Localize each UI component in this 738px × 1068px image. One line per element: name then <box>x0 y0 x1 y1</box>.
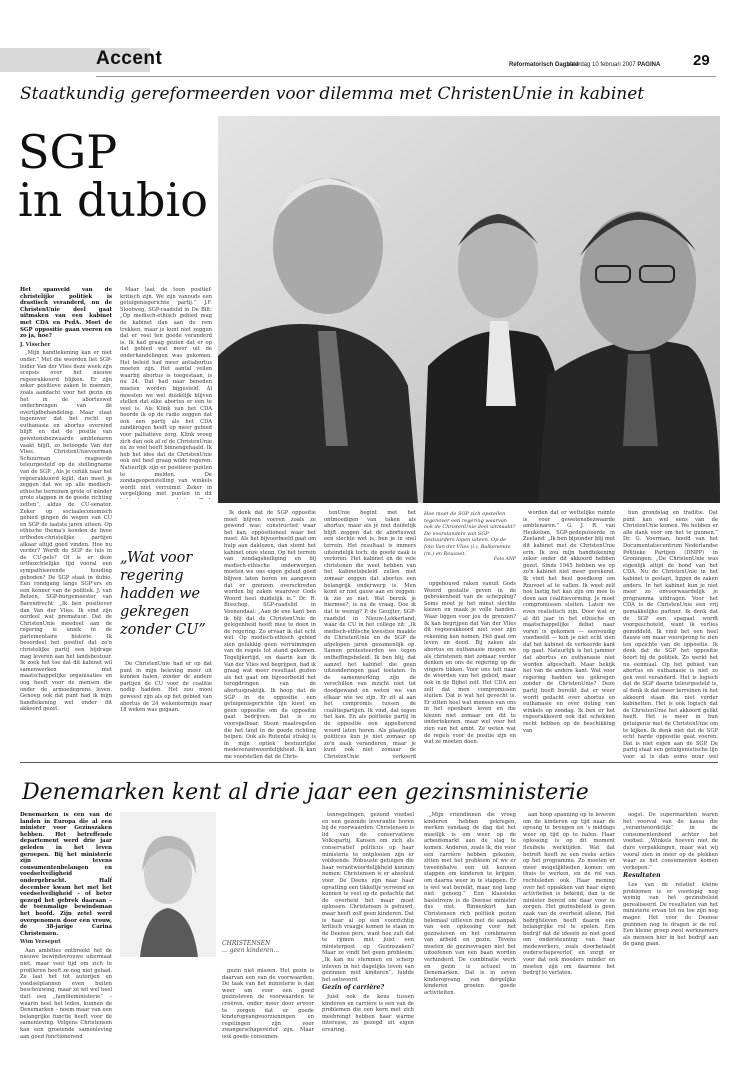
article2-col-c-text: gezin niet missen. Het gezin is daarvan een van de voorwaarden. De taak van het ministerie is dan weer om voor een goed gezinsleven de voorwaarden te creëren, onder meer door ervoor te zorgen dat er goede kinderopvangvoorzieningen en regelingen zijn voor zwangerschapsverlof zijn. Maar ook goede consumen- <box>222 968 314 1040</box>
article2-photo-caption <box>222 940 314 954</box>
article1-col-f-text: worden dat er wettelijke ruimte is voor gewetensbezwaarde ambtenaren.” G. J. R. van Heukelom, SGP-gedeputeerde in Zeeland: „Ik ben bijzonder blij met dit kabinet met de ChristenUnie erin. Ik zou mijn handtekening zeker onder dit akkoord hebben gezet. Sinds 1945 hebben we op zo'n kabinet niet meer gerekend. Ik vind het heel goedkoop om Rouvoet af te vallen. Ik weet zelf hoe lastig het kan zijn om mee te doen aan coalitievorming. Je moet compromissen sluiten. Laten we even realistisch zijn. Door wat er al dit jaar in het ethische en maatschappelijke debat naar voren is gekomen — eenvoudig voorbeeld — kun je niet echt zien dat het kabinet de verkeerde kant op gaat. Natuurlijk is het jammer dat abortus en euthanasie niet worden afgeschaft. Maar bekijk het van de andere kant. Wat voor regering hadden we gekregen zonder de ChristenUnie? Deze partij heeft bereikt dat er weer wordt gedacht over abortus en euthanasie en over doting van winkels op zondag. Ik ben er het regeerakkoord ook dat schokken recht hebben op de beschikking van <box>523 510 615 734</box>
article1-col-b-text: Maar laat de toon positief-kritisch zijn. We zijn vanouds een getuigenisgerichte partij.” J.F. Slootweg, SGP-raadslid in De Bilt: „Op medisch-ethisch gebied mag de kabinet dan aan de rem trekken, maar je kunt niet zeggen dat er veel ten goede veranderd is. Ik had graag gezien dat er op dat gebied wat meer uit de onderhandelingen was gekomen. Het beleid had meer antiabortus moeten zijn. Het aantal veilen waarbij abortus is toegestaan, is nu 24. Dat had naar beneden moeten worden bijgesteld. Al moesten we wel duidelijk blijven stellen dat elke abortus er een te veel is. Als Klink van het CDA hoorde ik op de radio zeggen dat ook een partij als het CDA zandkrogen heeft op meer gebied voor palliatieve zorg. Klink vroeg zich dan ook af of de ChristenUnie nu zo veel heeft binnengehaald. Ik heb het idee dat de ChristenUnie ook wel heel graag wilde regeren. Natuurlijk zijn er positieve punten te melden. De zondagsopenstelling van winkels wordt niet verruimd. Zeker in vergelijking met punten in dit <box>120 287 212 498</box>
newspaper-brand: Reformatorisch Dagblad <box>509 62 579 68</box>
article2-col-e-text: „Mijn vriendinnen die vroeg kinderen hebben gekregen, merken vandaag de dag dat het moeilijk is om weer op de arbeidsmarkt aan de slag te komen. Anderen, zoals ik, die voor een carrière hebben gekozen, zitten met het probleem of we er tweeënhalve een uit kunnen stappen om kinderen te krijgen, om daarna weer in te stappen. Er is wel wat bereikt, maar nog lang niet genoeg.” Een klassieke basistrouw is de Deense minister dus niet. Binnenkort kan Christensen rich politiek gezien helemaal uitleven met de aanpak van een oplossing voor het gezinsleven en het combineren van arbeid en gezin. Tevens moeten de gezinsvragen niet het uitoefenen van een baan worden verhinderd. De combinatie werk en gezin is actueel in Denemarken. Dat is in zeven kinderopvang van dergelijke kinderen groeien goede activiteiten. <box>424 812 516 997</box>
article1-col-d-text: tenUnie begint met het ontmoedigen van taken als abortus, maar als je niet duidelijk blijft zeggen dat de abortuswet een slechte wet is, ben je in snel terrein. Het resultaat is immers uiteindelijk toch: de goede zaak is verloren. Het kabinet en de vele christenen die weet hebben van het kabinetsbeleid zullen niet zomaar zeggen dat abortus een belangrijk onderwerp is. Men komt er niet gauw aan en zeggen: ik zie ze niet. Wat bereik je hiermee?, is nu de vraag. Doe ik dat te weinig? P. de Geuijter, SGP-raadslid in Nieuw-Lekkerland, waar de CU in het college zit: „Ik medisch-ethische kwesties maakte de ChristenUnie en de SGP de afgelopen jaren gezamenlijk op. Samen protesteerden we tegen ontheffingsbeleid. Ik ben blij, dat aanzet het kabinet die geen uitzonderingen gaat toelaten. In de samenwerking zijn de verschillen van inzicht niet tot doodgewand en weten we van elkaar wie we zijn. Er zit al aan het compromis tussen de coalitiepartijen. Ik vind, dat tegen het kan. En als politieke partij in de oppositie een appellerend woord laten horen. Als plaatselijk politicus kun je niet zomaar op zo'n zaak veranderen, maar je kunt ook niet zomaar de ChristenUnie verkeerd <box>324 510 416 758</box>
article2-byline: Wim Verseput <box>20 939 61 946</box>
section-title: Accent <box>96 48 163 69</box>
article1-pullquote: „Wat voor regering hadden we gekregen zonder CU” <box>120 550 206 638</box>
article-divider <box>20 762 718 763</box>
caption-text: Hoe moet de SGP zich opstellen tegenover een regering waarvan ook de ChristenUnie deel uitmaakt? De voorstanders van SGP-bestuurders lopen uiteen. Op de foto Van der Vlies (l.), Balkenende (m.) en Rouvoet. <box>424 511 516 557</box>
issue-date <box>567 62 660 68</box>
caption-subtitle: ... geen kinderen... <box>222 947 280 954</box>
article1-col-c-text: Ik denk dat de SGP oppositie moet blijven voeren zoals ze gewend was: constructief waar het kan, oppositioneel waar het moet. Als het bijvoorbeeld gaat om hulp aan daklozen, dan stemt het kabinet onze steun. Op het terrein van zondagsheiliging en bij medisch-ethische onderwerpen moeten we ons eigen geluid goed blijven laten horen en aangeven dat er grenzen overschreden worden bij zaken waarover Gods Woord heel duidelijk is.” Dr. R. Bisschop, SGP-raadslid in Veenendaal: „Aan de ene kant ben ik blij dat de ChristenUnie de gelegenheid heeft mee te doen in de regering. Zo ervaar ik dat echt wel. Op medisch-ethisch gebied zien gelukkig geen verruimingen van de regels tot stand gekomen. Tegelijkertijd, en daarin kan ik Van der Vlies wel begrijpen, had ik graag wat meer resultaat gezien als het gaat om bijvoorbeeld het terugdringen van de abortuspraktijk. Ik hoop dat de SGP in de oppositie een getuigenisgerichte lijn kiest en geen oppositie om de oppositie gaat bedrijven. Dat is zo voorspelbaar. Steun maatregelen die het land in de goede richting helpen. Ook als Rutenfal strakij is in mijn optiek bestuurlijke medeverantwoordelijkheid. Ik kan me voorstellen dat de Chris- <box>224 510 316 758</box>
article2-headline: Denemarken kent al drie jaar een gezinsministerie <box>22 780 589 805</box>
article1-headline <box>18 125 208 227</box>
article1-column-5 <box>424 581 516 758</box>
article2-col-f-text: aan hoop spanning op te leveren om de kinderen op tijd naar de opvang te brengen en 's middags weer op tijd op te halen. Haar oplossing is op dit moment flexibele werktijden. Wat dat betreft heeft ze een reeks acties op het programma. Zo moeten er meer mogelijkheden komen om thuis te werken, en de rol van rechtsleden ook. Haar mening over het oppakken van haar eigen activiteiten is bekend, dan is de minister bereid om daar voor te zorgen. Het gezinsbeleid is geen zaak van de overheid alleen. Het bedrijfsleven heeft daarin een belangrijke rol te spelen. Een bedrijf dat de ideeën zo niet goed om ondersteuning van haar medewerkers, zoals doorbetaald ouderschapsverlof, en zorgt er voor dat ook moeders minder en moeten zijn om daarmee het bedrijf te verlaten. <box>523 812 615 977</box>
article2-subhead-1: Gezin of carrière? <box>322 984 385 992</box>
article2-col-g-end: Los van de relatief kleine problemen is er voorlopig nog weinig van het gezinsbeleid gerealiseerd. De resultaten van het ministerie ervan tot nu toe zijn nog mager. Het voor de Deense gezinnen nog te dragen is de rol. Een kleine groep zwol werknemers als mensen hier in het bedrijf aan de gang gaan. <box>623 881 718 948</box>
article1-photo <box>218 116 720 503</box>
article1-column-6 <box>523 510 615 758</box>
article1-col-a-text: „Mijn handtekening kan er niet onder.” Met die woorden liet SGP-leider Van der Vlies deze week zijn scepsis over het nieuwe regeerakkoord blijken. Er zijn zeker positieve zaken te noemen, zoals aandacht voor het gezin en het in de abortuswet onderbrengen van de overtijdbehandeling. Maar staat tegenover dat het recht op euthanasie en abortus overeind blijft en dat de positie van gewetensbezwaarde ambtenaren vaakt blijft, zo betoogde Van der Vlies. ChristenUnievoorman Schuurman reageerde teleurgesteld op de stellingname van de SGP. „Als je ceñiik naar het regeerakkoord kijkt, dan moet je zeggen dat we op alle medisch-ethische terreinen grote of minder grote stappen in de goede richting zetten”, aldus de CU-senator. Zeker op sociaaleconomisch gebied gingen de wegen van CU en SGP de laatste jaren uiteen. Op ethische thema's konden de twee orthodox-christelijke partijen alkaar altijd goed vinden. Hoe nu verder? Wordt de SGP de luis in de CU-pels? Of is er deze orthoxchtelijke tijd vooral een sympathiserende houding geboden? De SGP staat in dubio. Een rondgang langs SGP'ers en een kenner van de politiek. J. van Belzen, SGP-burgemeester van Barendrecht: „Ik ben positiever dan Van der Vlies. Ik vind zijn oordeel wat prematuur. Dat de ChristenUnie meedoet aan de regering is uniek in de parlementaire historie. Ik beoordeel het positief dat zo'n christelijke partij een bijdrage mag leveren aan het landsbestuur. Ik zoek het toe dat dit kabinet wil samenwerken met maatschappelijke organisaties en oog heeft voor de mensen die onder de armoedegrens leven. Genoeg ook dat punt had ik mijn handtekening wel onder dit akkoord gezet. <box>20 350 112 713</box>
photo-caption <box>424 511 516 564</box>
article1-kicker: Staatkundig gereformeerden voor dilemma met ChristenUnie in kabinet <box>20 84 645 104</box>
headline-line-2: in dubio <box>18 173 208 227</box>
article1-lead: Het spanveld van de christelijke politiek is drastisch veranderd, nu de ChristenUnie deel gaat uitmaken van een kabinet met CDA en PvdA. Moet de SGP oppositie gaan voeren en zo ja, hoe? <box>20 287 112 340</box>
header-divider <box>96 76 716 77</box>
article2-column-6 <box>623 812 718 1057</box>
article1-column-7 <box>623 510 718 758</box>
article2-lead: Denemarken is een van de landen in Europa die al een minister voor Gezinszaken hebben. Het betreffende departement werd drie jaar geleden in het leven geroepen. Bij het ministerie zijn tevens consumentenbelangen en voedselveiligheid ondergebracht. Half december kwam het met het voedselveiligheid – of beter gezegd het gebrek daaraan – de toenmalige bewindsman het hoofd. Zijn zetel werd overgenomen door een vrouw, de 38-jarige Carina Christensen. <box>20 812 112 937</box>
article1-column-4 <box>324 510 416 758</box>
date-text: zaterdag 10 februari 2007 <box>567 62 636 68</box>
page-header <box>0 0 738 78</box>
article2-column-1 <box>20 812 112 1057</box>
article2-col-g-text: oogst. De supermarkten waren het voorval van de kassa die „verantwoordelijk” in de consumentenbond achter het voedsel. „Winkels hoeven niet de dure verpakkingen, maar wat wij vooral zien in meer op de plekken waar ze het consumenten komen verkopen.” <box>623 812 718 871</box>
article1-column-2 <box>120 287 212 499</box>
article2-col-d-end: Juist ook de keus tussen kinderen en carrière is een van de problemen die een kern met zich meebrengt hebben haar warme interesse, zo gezegd uit eigen ervaring. <box>322 994 414 1033</box>
article1-col-g-text: hun grondslag en traditie. Dat punt kan wel eens van de ChristenUnie komen. We hebben er alle dank voor om het te gunnen.” Dr. G. Voerman, hoofd van het Documentatiecentrum Nederlandse Politieke Partijen (DNPP) in Groningen: „De ChristenUnie was eigenlijk altijd de bond van het CDA. Nu de ChristenUnie in het kabinet is gestapt, liggen de zaken anders. In het kabinet kun je niet meer zo onvoorwaardelijk je programma uitdragen. Voor het CDA is de ChristenUnie een vrij gemakkelijke partner. Ik denk dat de SGP een spagaat wordt voorgeschoteld, want ik verlies gemiddeld. Ik vind het een heel flauwe om maar voorsprong te zien ten opzichte van de oppositie. Ik denk dat de SGP het oppositie hoort bij de politiek. Zo werkt het nu eenmaal. Op het gebied van abortus en euthanasie is niet zo gek veel veranderd. Het is logisch dat de SGP daarin teleurgesteld is, al denk ik dat meer terreinen in het akkoord staan die niet verder kabinetten. Het is ook logisch dat de ChristenUnie het akkoord gelikt heeft. Het is meer in hun getuigenis met de ChristenUnie om te kijken. Ik denk niet dat de SGP echt harde oppositie gaat voeren. Dat is niet eigen aan de SGP. De partij staat een getuigenistische lijn voor, al is dan soms puur wel <box>623 510 718 758</box>
headline-line-1: SGP <box>18 125 118 179</box>
christensen-photo <box>120 812 216 957</box>
page-label: PAGINA <box>637 62 661 68</box>
article2-column-5 <box>523 812 615 1057</box>
portrait-illustration <box>120 812 216 957</box>
article2-col-d-text: tenregelingen, gezond voedsel en een gezonde leverantie horen bij de voorwaarden. Christensen is lid van de conservatieve Volkspartij. Kansen om zich als conservatief politicus op haar ministerie te ontplooien zijn er voldoende. Robuuste getuigen die haar verantwoordelijkheid kunnen nemen: Christensen is er absoluut voor. De Deens zijn naar haar opvatting een tikkeltje verwend en kunnen te veel op de gedachte dat de overheid het maar moet oplossen. Christensen is gehuwd, maar heeft zelf geen kinderen. Dat is haar al op een voorzichtig kritisch vraagje komen te staan in de Deense pers, want hoe zult dat te rijmen met juist een ministerpost op Gezinszaken? Maar ze vindt het geen probleem. „Ik kan nu stemmen en scherp inleven in het dagelijks leven van gezinnen met kinderen”, luidde het antwoord. <box>322 812 414 983</box>
article1-byline: J. Visscher <box>20 341 51 348</box>
article1-col-e-text: opgebouwd raken vanuit Gods Woord gestalte geven in de gebrokenheid van de schepping? Soms moet je het minst slechte kiezen en maak je volle handen. Waar liggen voor jou de grenzen? Ik kan begrijpen dat Van der Vlies dit regeerakkoord niet voor zijn rekening kan nemen. Het gaat om leven en dood. Bij zaken als abortus en euthanasie mogen we als christenen niet zomaar verder denken en ons de regering op de vingers tikken. Voor ons telt naar de woorden van het gebod, maar ook in de Bijbel zelf. Het CDA zei zelf dat men compromissen sluiten. Dat is wat het gevecht is. Er zitten heel wat mensen van ons in het openbare leven en die kiezen niet zomaar om dit te ondertekenen, maar wel voor het zien van het ambt. Ze weten wat de regels voor de positie zijn en wat ze moeten doen. <box>424 581 516 746</box>
article1-column-3 <box>224 510 316 758</box>
article1-column-1 <box>20 287 112 757</box>
politicians-photo-illustration <box>218 116 720 503</box>
article1-col-b2-text: De ChristenUnie had er op dat punt in mijn beleving meer uit kunnen halen, zonder de andere partijen de CU voor de coalitie nodig hadden. Het zou mooi geweest zijn als op het gebied van abortus de 24 wekentermijn naar 18 weken was gegaan. <box>120 661 212 714</box>
article2-col-a-text: Aan ambities ontbreekt het de nieuwe bewindsvrouwe uitermaat niet, maar veel tijd om zich te profileren heeft ze nog niet gehad. Ze laat het tot autorijen en voedselplannen even buiten beschouwing, maar ze wil wel heel duit een „familieministerie” – waarin heel het leden, kunnen de Denemarken – noem maar van een belangrijke functie heeft voor de samenleving. Volgens Christensen kan een groeiende samenleving aan goed functionerend <box>20 947 112 1040</box>
article2-subhead-2: Resultaten <box>623 872 661 880</box>
article2-column-2 <box>222 968 314 1058</box>
caption-name: CHRISTENSEN <box>222 940 271 947</box>
page-number: 29 <box>693 52 710 69</box>
article2-column-3 <box>322 812 414 1057</box>
photo-credit: Foto ANP <box>493 557 516 563</box>
article1-column-2b <box>120 661 212 758</box>
article2-column-4 <box>424 812 516 1057</box>
